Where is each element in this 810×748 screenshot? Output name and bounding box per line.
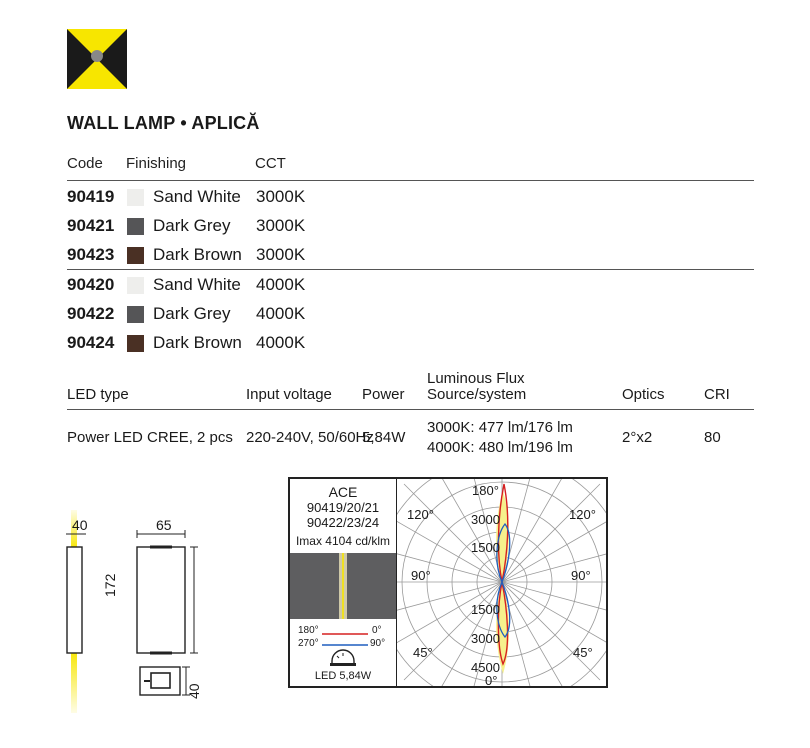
variant-row — [67, 300, 567, 328]
polar-label-top: 180° — [472, 483, 499, 498]
variant-cct: 3000K — [256, 216, 306, 235]
variant-row — [67, 212, 567, 240]
polar-label-mid-left: 90° — [411, 568, 431, 583]
variant-finishing: Dark Brown — [153, 333, 242, 352]
spec-header-flux: Luminous Flux — [427, 370, 525, 387]
front-view-drawing — [62, 510, 102, 715]
header-cct: CCT — [255, 155, 286, 172]
brand-logo — [67, 29, 127, 89]
variant-code: 90423 — [67, 245, 115, 264]
radial-label: 3000 — [471, 631, 500, 646]
photometric-panel — [288, 477, 608, 688]
finish-swatch — [127, 335, 144, 352]
spec-cri: 80 — [704, 429, 721, 446]
finish-swatch — [127, 218, 144, 235]
led-power-label: LED 5,84W — [314, 670, 372, 682]
dim-depth: 40 — [186, 683, 202, 699]
variant-finishing: Dark Grey — [153, 304, 231, 323]
variant-row — [67, 183, 567, 211]
spec-flux-4000: 4000K: 480 lm/196 lm — [427, 439, 573, 456]
legend-lines — [322, 629, 370, 651]
polar-diagram — [397, 479, 606, 686]
header-code: Code — [67, 155, 103, 172]
variant-code: 90422 — [67, 304, 115, 323]
spec-header-optics: Optics — [622, 386, 665, 403]
dim-height: 172 — [102, 573, 118, 597]
variant-cct: 4000K — [256, 333, 306, 352]
product-title: WALL LAMP • APLICĂ — [67, 113, 260, 133]
photometric-name: ACE — [328, 484, 358, 500]
lamp-preview — [290, 553, 396, 619]
legend-270: 270° — [298, 638, 319, 649]
finish-swatch — [127, 247, 144, 264]
finish-swatch — [127, 189, 144, 206]
header-finishing: Finishing — [126, 155, 187, 172]
radial-label: 1500 — [471, 602, 500, 617]
polar-label-bottom: 0° — [485, 673, 498, 686]
finish-swatch — [127, 277, 144, 294]
polar-label-lower-right: 45° — [573, 645, 593, 660]
variant-code: 90419 — [67, 187, 115, 206]
table-divider — [67, 180, 754, 181]
variant-code: 90421 — [67, 216, 115, 235]
spec-input-voltage: 220-240V, 50/60Hz — [246, 429, 374, 446]
finish-swatch — [127, 306, 144, 323]
dim-front-width: 40 — [72, 517, 88, 533]
legend-0: 0° — [372, 625, 382, 636]
spec-header-flux-sub: Source/system — [427, 386, 527, 403]
radial-label: 4500 — [471, 660, 500, 675]
spec-header-cri: CRI — [704, 386, 730, 403]
variant-cct: 4000K — [256, 275, 306, 294]
polar-label-mid-right: 90° — [571, 568, 591, 583]
polar-label-upper-right: 120° — [569, 507, 596, 522]
variant-code: 90420 — [67, 275, 115, 294]
legend-180: 180° — [298, 625, 319, 636]
table-divider — [67, 269, 754, 270]
photometric-info — [290, 479, 397, 686]
polar-label-upper-left: 120° — [407, 507, 434, 522]
spec-header-led-type: LED type — [67, 386, 129, 403]
spec-flux-3000: 3000K: 477 lm/176 lm — [427, 419, 573, 436]
photometric-imax: Imax 4104 cd/klm — [295, 534, 391, 548]
variant-finishing: Sand White — [153, 275, 241, 294]
spec-divider — [67, 409, 754, 410]
side-view-drawing — [130, 530, 200, 700]
spec-header-input-voltage: Input voltage — [246, 386, 332, 403]
variant-cct: 4000K — [256, 304, 306, 323]
variant-finishing: Dark Brown — [153, 245, 242, 264]
variant-row — [67, 329, 567, 357]
polar-label-lower-left: 45° — [413, 645, 433, 660]
radial-label: 1500 — [471, 540, 500, 555]
photometric-codes-2: 90422/23/24 — [306, 515, 380, 530]
photometric-codes-1: 90419/20/21 — [306, 500, 380, 515]
spec-power: 5,84W — [362, 429, 406, 446]
variant-row — [67, 271, 567, 299]
spec-optics: 2°x2 — [622, 429, 653, 446]
variant-code: 90424 — [67, 333, 115, 352]
spec-header-power: Power — [362, 386, 405, 403]
radial-label: 3000 — [471, 512, 500, 527]
dim-side-width: 65 — [156, 517, 172, 533]
spec-led-type: Power LED CREE, 2 pcs — [67, 429, 233, 446]
variant-finishing: Sand White — [153, 187, 241, 206]
led-icon — [328, 649, 358, 667]
variant-cct: 3000K — [256, 187, 306, 206]
variant-row — [67, 241, 567, 269]
legend-90: 90° — [370, 638, 386, 649]
variant-finishing: Dark Grey — [153, 216, 231, 235]
variant-cct: 3000K — [256, 245, 306, 264]
